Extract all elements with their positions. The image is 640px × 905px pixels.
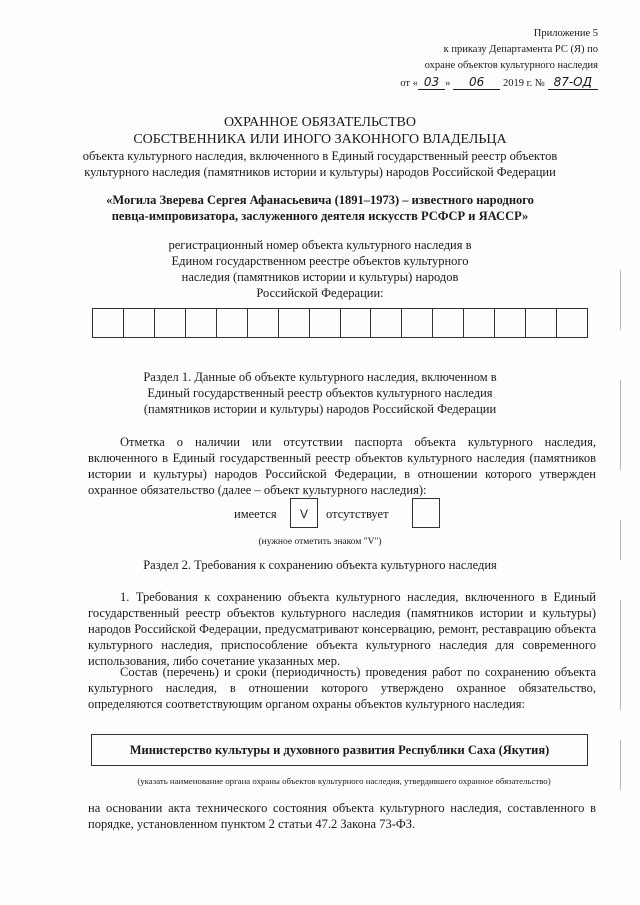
registration-number-boxes xyxy=(92,308,588,338)
basis-paragraph: на основании акта технического состояния объекта культурного наследия, составленного в порядке, установленном пунктом 2 статьи 47.2 Закона 73-ФЗ. xyxy=(88,801,596,831)
reg-cell xyxy=(557,309,587,337)
reg-cell xyxy=(526,309,557,337)
reg-cell xyxy=(248,309,279,337)
scan-mark xyxy=(620,520,621,560)
scan-mark xyxy=(620,600,621,710)
reg-cell xyxy=(495,309,526,337)
document-title xyxy=(60,114,580,148)
reg-cell xyxy=(464,309,495,337)
appendix-line-3: охране объектов культурного наследия xyxy=(424,60,598,71)
reg-cell xyxy=(433,309,464,337)
section-1-title: Раздел 1. Данные об объекте культурного наследия, включенном в Единый государственный реестр объектов культурного наследия (памятников истории и культуры) народов Российской Федерации xyxy=(143,370,497,416)
reg-cell xyxy=(124,309,155,337)
handwritten-number: 87-ОД xyxy=(548,75,598,90)
passport-paragraph: Отметка о наличии или отсутствии паспорта объекта культурного наследия, включенного в Единый государственный реестр объектов культурного наследия (памятников истории и культуры) народов Российской Федерации, в отношении которого утвержден охранное обязательство (далее – объект культурного наследия): xyxy=(88,435,596,497)
scan-edge-marks xyxy=(617,270,627,790)
has-passport-checkbox[interactable]: V xyxy=(290,498,318,528)
reg-cell xyxy=(186,309,217,337)
has-passport-label: имеется xyxy=(234,507,277,521)
scan-mark xyxy=(620,380,621,470)
appendix-line-2: к приказу Департамента РС (Я) по xyxy=(443,44,598,55)
requirements-paragraph: 1. Требования к сохранению объекта культурного наследия, включенного в Единый государственный реестр объектов культурного наследия (памятников истории и культуры) народов Российской Федерации, предусматривают консервацию, ремонт, реставрацию объекта культурного наследия, приспособление объекта культурного наследия для современного использования, либо сочетание указанных мер. xyxy=(88,590,596,668)
reg-cell xyxy=(155,309,186,337)
section-2-title: Раздел 2. Требования к сохранению объекта культурного наследия xyxy=(143,558,497,572)
reg-cell xyxy=(371,309,402,337)
year-text: 2019 г. № xyxy=(502,78,545,89)
object-name: «Могила Зверева Сергея Афанасьевича (1891–1973) – известного народного певца-импровизатора, заслуженного деятеля искусств РСФСР и ЯАССР» xyxy=(106,193,534,223)
reg-cell xyxy=(217,309,248,337)
handwritten-day: 03 xyxy=(418,75,445,90)
reg-cell xyxy=(93,309,124,337)
passport-choice xyxy=(200,498,460,532)
reg-cell xyxy=(341,309,372,337)
registration-caption: регистрационный номер объекта культурного наследия в Едином государственном реестре объектов культурного наследия (памятников истории и культуры) народов Российской Федерации: xyxy=(168,238,472,300)
checkbox-note: (нужное отметить знаком "V") xyxy=(258,537,382,547)
works-paragraph: Состав (перечень) и сроки (периодичность) проведения работ по сохранению объекта культурного наследия, в отношении которого утверждено охранное обязательство, определяются соответствующим органом охраны объектов культурного наследия: xyxy=(88,665,596,711)
reg-cell xyxy=(402,309,433,337)
reg-cell xyxy=(279,309,310,337)
reg-cell xyxy=(310,309,341,337)
scan-mark xyxy=(620,740,621,790)
date-prefix: от « xyxy=(400,78,418,89)
no-passport-checkbox[interactable] xyxy=(412,498,440,528)
appendix-date-line xyxy=(338,74,598,92)
scan-mark xyxy=(620,270,621,330)
document-subtitle: объекта культурного наследия, включенного в Единый государственный реестр объектов культурного наследия (памятников истории и культуры) народов Российской Федерации xyxy=(82,149,558,179)
title-line-1: ОХРАННОЕ ОБЯЗАТЕЛЬСТВО xyxy=(224,115,416,130)
handwritten-month: 06 xyxy=(453,75,500,90)
appendix-line-1: Приложение 5 xyxy=(533,28,598,39)
title-line-2: СОБСТВЕННИКА ИЛИ ИНОГО ЗАКОННОГО ВЛАДЕЛЬЦА xyxy=(133,132,507,147)
authority-note: (указать наименование органа охраны объектов культурного наследия, утвердившего охранное обязательство) xyxy=(137,776,551,786)
no-passport-label: отсутствует xyxy=(326,507,389,521)
appendix-block xyxy=(338,26,598,92)
date-mid: » xyxy=(445,78,451,89)
authority-field: Министерство культуры и духовного развития Республики Саха (Якутия) xyxy=(91,734,588,766)
